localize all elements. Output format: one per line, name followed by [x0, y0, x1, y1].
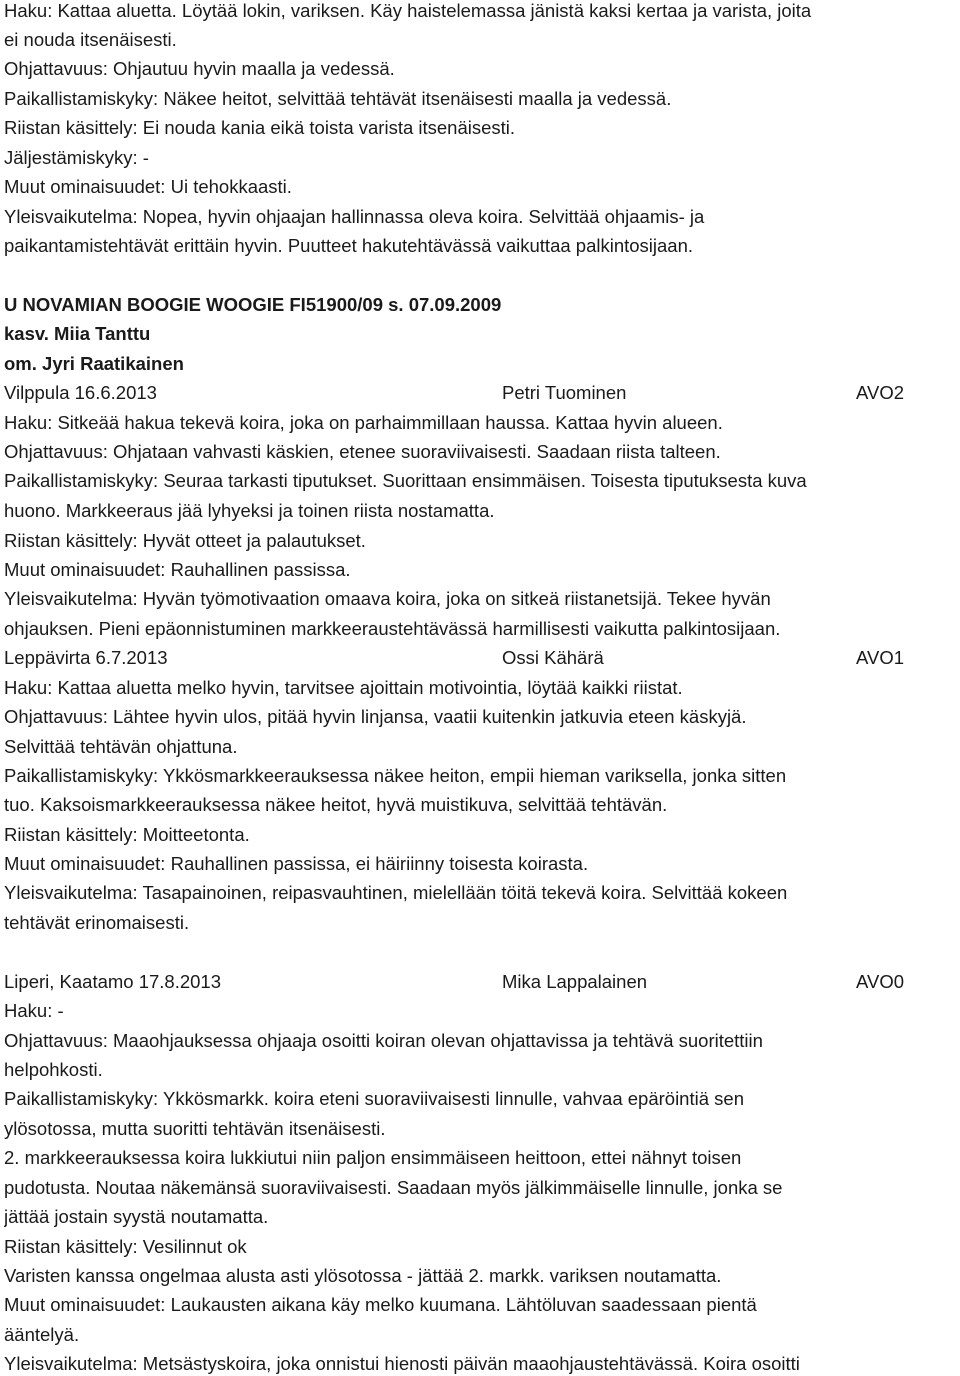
text-line: Ohjattavuus: Ohjataan vahvasti käskien, etenee suoraviivaisesti. Saadaan riista talteen.: [4, 441, 721, 462]
text-line: Paikallistamiskyky: Ykkösmarkkeerauksessa näkee heiton, empii hieman variksella, jonka sitten: [4, 765, 787, 786]
text-line: Riistan käsittely: Vesilinnut ok: [4, 1236, 247, 1257]
text-line: Muut ominaisuudet: Rauhallinen passissa, ei häiriinny toisesta koirasta.: [4, 853, 589, 874]
text-line: Haku: Kattaa aluetta. Löytää lokin, variksen. Käy haistelemassa jänistä kaksi kertaa ja varista, joita: [4, 0, 812, 21]
text-line: Paikallistamiskyky: Näkee heitot, selvittää tehtävät itsenäisesti maalla ja vedessä.: [4, 88, 672, 109]
text-line: ei nouda itsenäisesti.: [4, 29, 177, 50]
text-line: huono. Markkeeraus jää lyhyeksi ja toinen riista nostamatta.: [4, 500, 495, 521]
text-line: jättää jostain syystä noutamatta.: [4, 1206, 269, 1227]
result-judge: Petri Tuominen: [502, 382, 627, 403]
text-line: Yleisvaikutelma: Hyvän työmotivaation omaava koira, joka on sitkeä riistanetsijä. Tekee hyvän: [4, 588, 771, 609]
text-line: Jäljestämiskyky: -: [4, 147, 149, 168]
text-line: Yleisvaikutelma: Tasapainoinen, reipasvauhtinen, mielellään töitä tekevä koira. Selvittää kokeen: [4, 882, 788, 903]
text-line: Riistan käsittely: Hyvät otteet ja palautukset.: [4, 530, 366, 551]
owner-line: om. Jyri Raatikainen: [4, 353, 184, 374]
text-line: Ohjattavuus: Maaohjauksessa ohjaaja osoitti koiran olevan ohjattavissa ja tehtävä suoritettiin: [4, 1030, 763, 1051]
result-header: [4, 971, 904, 993]
text-line: pudotusta. Noutaa näkemänsä suoraviivaisesti. Saadaan myös jälkimmäiselle linnulle, jonka se: [4, 1177, 783, 1198]
text-line: tuo. Kaksoismarkkeerauksessa näkee heitot, hyvä muistikuva, selvittää tehtävän.: [4, 794, 668, 815]
result-header: [4, 647, 904, 669]
text-line: Paikallistamiskyky: Ykkösmarkk. koira eteni suoraviivaisesti linnulle, vahvaa epäröintiä sen: [4, 1088, 744, 1109]
text-line: ylösotossa, mutta suoritti tehtävän itsenäisesti.: [4, 1118, 386, 1139]
result-header: [4, 382, 904, 404]
result-grade: AVO2: [856, 382, 904, 403]
text-line: ääntelyä.: [4, 1324, 80, 1345]
result-place-date: Leppävirta 6.7.2013: [4, 647, 168, 668]
text-line: Ohjattavuus: Lähtee hyvin ulos, pitää hyvin linjansa, vaatii kuitenkin jatkuvia eteen käskyjä.: [4, 706, 747, 727]
text-line: Yleisvaikutelma: Nopea, hyvin ohjaajan hallinnassa oleva koira. Selvittää ohjaamis- ja: [4, 206, 705, 227]
text-line: Haku: Kattaa aluetta melko hyvin, tarvitsee ajoittain motivointia, löytää kaikki riistat.: [4, 677, 683, 698]
result-judge: Ossi Kähärä: [502, 647, 604, 668]
text-line: Ohjattavuus: Ohjautuu hyvin maalla ja vedessä.: [4, 58, 395, 79]
text-line: Haku: Sitkeää hakua tekevä koira, joka on parhaimmillaan haussa. Kattaa hyvin alueen.: [4, 412, 723, 433]
result-place-date: Vilppula 16.6.2013: [4, 382, 157, 403]
text-line: Paikallistamiskyky: Seuraa tarkasti tiputukset. Suorittaan ensimmäisen. Toisesta tiputuksesta kuva: [4, 470, 807, 491]
text-line: helpohkosti.: [4, 1059, 103, 1080]
text-line: 2. markkeerauksessa koira lukkiutui niin paljon ensimmäiseen heittoon, ettei nähnyt toisen: [4, 1147, 742, 1168]
result-place-date: Liperi, Kaatamo 17.8.2013: [4, 971, 222, 992]
text-line: Riistan käsittely: Moitteetonta.: [4, 824, 250, 845]
text-line: Muut ominaisuudet: Laukausten aikana käy melko kuumana. Lähtöluvan saadessaan pientä: [4, 1294, 757, 1315]
text-line: paikantamistehtävät erittäin hyvin. Puutteet hakutehtävässä vaikuttaa palkintosijaan.: [4, 235, 694, 256]
result-grade: AVO1: [856, 647, 904, 668]
text-line: Muut ominaisuudet: Ui tehokkaasti.: [4, 176, 292, 197]
text-line: tehtävät erinomaisesti.: [4, 912, 190, 933]
text-line: Muut ominaisuudet: Rauhallinen passissa.: [4, 559, 351, 580]
text-line: Haku: -: [4, 1000, 64, 1021]
breeder-line: kasv. Miia Tanttu: [4, 323, 151, 344]
text-line: Varisten kanssa ongelmaa alusta asti ylösotossa - jättää 2. markk. variksen noutamatta.: [4, 1265, 722, 1286]
text-line: Riistan käsittely: Ei nouda kania eikä toista varista itsenäisesti.: [4, 117, 516, 138]
result-judge: Mika Lappalainen: [502, 971, 648, 992]
text-line: ohjauksen. Pieni epäonnistuminen markkeeraustehtävässä harmillisesti vaikutta palkintosijaan.: [4, 618, 781, 639]
text-line: Selvittää tehtävän ohjattuna.: [4, 736, 238, 757]
text-line: Yleisvaikutelma: Metsästyskoira, joka onnistui hienosti päivän maaohjaustehtävässä. Koira osoitti: [4, 1353, 800, 1374]
result-grade: AVO0: [856, 971, 904, 992]
dog-heading: U NOVAMIAN BOOGIE WOOGIE FI51900/09 s. 07.09.2009: [4, 294, 502, 315]
